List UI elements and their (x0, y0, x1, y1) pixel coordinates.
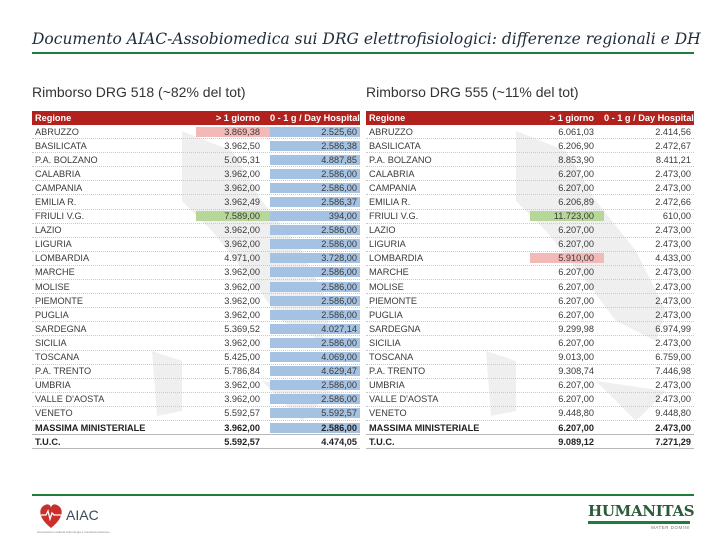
table-row (366, 252, 694, 266)
over-1-day-cell: 3.962,00 (224, 239, 260, 250)
over-1-day-cell: 6.207,00 (558, 168, 594, 179)
region-cell: T.U.C. (369, 436, 395, 447)
over-1-day-cell: 3.962,00 (224, 295, 260, 306)
table-row (32, 379, 360, 393)
day-hospital-cell: 2.472,66 (655, 197, 691, 208)
region-cell: LOMBARDIA (35, 253, 90, 264)
day-hospital-cell: 2.586,00 (270, 310, 360, 320)
over-1-day-cell: 6.207,00 (558, 295, 594, 306)
over-1-day-cell: 6.207,00 (558, 380, 594, 391)
slide-title: Documento AIAC-Assobiomedica sui DRG elettrofisiologici: differenze regionali e DH (32, 30, 701, 48)
over-1-day-cell: 3.869,38 (196, 127, 270, 137)
over-1-day-cell: 6.207,00 (558, 422, 594, 433)
region-cell: PIEMONTE (369, 295, 417, 306)
table-row (366, 195, 694, 209)
table-row (366, 167, 694, 181)
table-row (32, 365, 360, 379)
day-hospital-cell: 2.586,37 (270, 197, 360, 207)
table-row (366, 308, 694, 322)
day-hospital-cell: 2.525,60 (270, 127, 360, 137)
table-row (366, 336, 694, 350)
day-hospital-cell: 5.592,57 (270, 408, 360, 418)
aiac-tagline: Associazione Italiana Aritmologia e Cardiostimolazione (37, 530, 110, 534)
day-hospital-cell: 2.473,00 (655, 337, 691, 348)
region-cell: UMBRIA (369, 380, 405, 391)
table-row (32, 308, 360, 322)
over-1-day-cell: 6.207,00 (558, 309, 594, 320)
table-row (366, 280, 694, 294)
day-hospital-cell: 7.271,29 (655, 436, 691, 447)
day-hospital-cell: 2.586,00 (270, 183, 360, 193)
over-1-day-cell: 6.061,03 (558, 126, 594, 137)
region-cell: MARCHE (35, 267, 75, 278)
region-cell: MASSIMA MINISTERIALE (369, 422, 480, 433)
region-cell: P.A. BOLZANO (369, 154, 432, 165)
region-cell: P.A. BOLZANO (35, 154, 98, 165)
over-1-day-cell: 6.207,00 (558, 239, 594, 250)
day-hospital-cell: 2.586,00 (270, 380, 360, 390)
top-divider (32, 52, 694, 54)
region-cell: SARDEGNA (35, 323, 87, 334)
over-1-day-cell: 9.299,98 (558, 323, 594, 334)
region-cell: CAMPANIA (369, 182, 417, 193)
region-cell: EMILIA R. (35, 197, 77, 208)
day-hospital-cell: 4.474,05 (321, 436, 357, 447)
aiac-logo (36, 498, 126, 536)
table-row (32, 181, 360, 195)
region-cell: VENETO (369, 408, 407, 419)
table-row (366, 139, 694, 153)
table-row (32, 139, 360, 153)
over-1-day-cell: 3.962,00 (224, 380, 260, 391)
table-row (366, 421, 694, 435)
region-cell: MARCHE (369, 267, 409, 278)
over-1-day-cell: 3.962,49 (224, 197, 260, 208)
region-cell: FRIULI V.G. (35, 211, 85, 222)
table-header (32, 111, 360, 125)
over-1-day-cell: 6.207,00 (558, 337, 594, 348)
header-over-1-day: > 1 giorno (549, 113, 594, 123)
day-hospital-cell: 2.586,00 (270, 225, 360, 235)
over-1-day-cell: 3.962,00 (224, 225, 260, 236)
over-1-day-cell: 3.962,00 (224, 337, 260, 348)
table-row (32, 280, 360, 294)
region-cell: MASSIMA MINISTERIALE (35, 422, 146, 433)
day-hospital-cell: 3.728,00 (270, 253, 360, 263)
over-1-day-cell: 3.962,00 (224, 309, 260, 320)
left-subtitle: Rimborso DRG 518 (~82% del tot) (32, 84, 246, 100)
day-hospital-cell: 2.473,00 (655, 281, 691, 292)
day-hospital-cell: 2.473,00 (655, 225, 691, 236)
humanitas-wordmark: HUMANITAS (588, 502, 695, 520)
table-row (366, 125, 694, 139)
day-hospital-cell: 2.473,00 (655, 239, 691, 250)
region-cell: TOSCANA (35, 352, 80, 363)
table-row (366, 224, 694, 238)
over-1-day-cell: 3.962,00 (224, 281, 260, 292)
over-1-day-cell: 7.589,00 (196, 211, 270, 221)
day-hospital-cell: 2.586,00 (270, 239, 360, 249)
region-cell: VENETO (35, 408, 73, 419)
region-cell: LAZIO (35, 225, 62, 236)
over-1-day-cell: 6.207,00 (558, 394, 594, 405)
table-row (366, 181, 694, 195)
region-cell: PIEMONTE (35, 295, 83, 306)
day-hospital-cell: 2.586,00 (270, 394, 360, 404)
region-cell: EMILIA R. (369, 197, 411, 208)
table-row (32, 195, 360, 209)
region-cell: LIGURIA (369, 239, 406, 250)
over-1-day-cell: 9.089,12 (558, 436, 594, 447)
over-1-day-cell: 6.207,00 (558, 225, 594, 236)
over-1-day-cell: 6.207,00 (558, 281, 594, 292)
region-cell: P.A. TRENTO (369, 366, 426, 377)
table-row (366, 435, 694, 449)
aiac-heart-icon (36, 498, 126, 536)
over-1-day-cell: 11.723,00 (530, 211, 604, 221)
header-region: Regione (369, 113, 406, 123)
day-hospital-cell: 2.586,38 (270, 141, 360, 151)
over-1-day-cell: 5.425,00 (224, 352, 260, 363)
over-1-day-cell: 5.005,31 (224, 154, 260, 165)
humanitas-tagline: MATER DOMINI (651, 525, 690, 530)
region-cell: ABRUZZO (369, 126, 413, 137)
day-hospital-cell: 9.448,80 (655, 408, 691, 419)
day-hospital-cell: 4.027,14 (270, 324, 360, 334)
region-cell: LOMBARDIA (369, 253, 424, 264)
region-cell: LAZIO (369, 225, 396, 236)
region-cell: SARDEGNA (369, 323, 421, 334)
over-1-day-cell: 5.786,84 (224, 366, 260, 377)
table-row (366, 238, 694, 252)
region-cell: P.A. TRENTO (35, 366, 92, 377)
table-row (32, 351, 360, 365)
region-cell: MOLISE (369, 281, 404, 292)
over-1-day-cell: 9.308,74 (558, 366, 594, 377)
day-hospital-cell: 394,00 (270, 211, 360, 221)
table-row (32, 435, 360, 449)
region-cell: ABRUZZO (35, 126, 79, 137)
day-hospital-cell: 2.586,00 (270, 282, 360, 292)
region-cell: TOSCANA (369, 352, 414, 363)
table-row (366, 351, 694, 365)
region-cell: T.U.C. (35, 436, 61, 447)
header-region: Regione (35, 113, 72, 123)
table-row (366, 294, 694, 308)
table-row (32, 238, 360, 252)
day-hospital-cell: 2.586,00 (270, 296, 360, 306)
header-over-1-day: > 1 giorno (215, 113, 260, 123)
day-hospital-cell: 2.473,00 (655, 380, 691, 391)
table-row (366, 266, 694, 280)
region-cell: MOLISE (35, 281, 70, 292)
table-row (32, 294, 360, 308)
region-cell: SICILIA (35, 337, 67, 348)
day-hospital-cell: 2.586,00 (270, 169, 360, 179)
table-row (32, 266, 360, 280)
table-row (32, 393, 360, 407)
over-1-day-cell: 6.206,89 (558, 197, 594, 208)
right-subtitle: Rimborso DRG 555 (~11% del tot) (366, 84, 579, 100)
header-day-hospital: 0 - 1 g / Day Hospital (270, 113, 360, 123)
day-hospital-cell: 2.586,00 (270, 338, 360, 348)
humanitas-bar (588, 521, 690, 524)
over-1-day-cell: 6.207,00 (558, 182, 594, 193)
table-row (32, 167, 360, 181)
day-hospital-cell: 4.629,47 (270, 366, 360, 376)
drg-518-table (32, 111, 360, 449)
region-cell: UMBRIA (35, 380, 71, 391)
day-hospital-cell: 4.887,85 (270, 155, 360, 165)
table-row (366, 153, 694, 167)
table-row (366, 379, 694, 393)
over-1-day-cell: 5.592,57 (224, 408, 260, 419)
day-hospital-cell: 2.473,00 (655, 267, 691, 278)
day-hospital-cell: 2.586,00 (270, 423, 360, 433)
region-cell: BASILICATA (35, 140, 87, 151)
table-row (366, 407, 694, 421)
day-hospital-cell: 2.472,67 (655, 140, 691, 151)
aiac-wordmark: AIAC (66, 507, 99, 523)
over-1-day-cell: 6.206,90 (558, 140, 594, 151)
region-cell: PUGLIA (35, 309, 69, 320)
table-row (32, 336, 360, 350)
table-row (32, 322, 360, 336)
over-1-day-cell: 3.962,00 (224, 394, 260, 405)
day-hospital-cell: 610,00 (662, 211, 691, 222)
drg-555-table (366, 111, 694, 449)
table-row (32, 252, 360, 266)
region-cell: VALLE D'AOSTA (369, 394, 439, 405)
region-cell: CALABRIA (369, 168, 415, 179)
day-hospital-cell: 2.473,00 (655, 394, 691, 405)
over-1-day-cell: 3.962,00 (224, 182, 260, 193)
table-row (32, 210, 360, 224)
day-hospital-cell: 2.473,00 (655, 168, 691, 179)
table-header (366, 111, 694, 125)
bottom-divider (32, 494, 694, 496)
region-cell: CALABRIA (35, 168, 81, 179)
over-1-day-cell: 5.592,57 (224, 436, 260, 447)
region-cell: PUGLIA (369, 309, 403, 320)
day-hospital-cell: 4.433,00 (655, 253, 691, 264)
over-1-day-cell: 4.971,00 (224, 253, 260, 264)
region-cell: BASILICATA (369, 140, 421, 151)
day-hospital-cell: 6.759,00 (655, 352, 691, 363)
region-cell: CAMPANIA (35, 182, 83, 193)
over-1-day-cell: 5.910,00 (530, 253, 604, 263)
over-1-day-cell: 3.962,00 (224, 267, 260, 278)
day-hospital-cell: 2.586,00 (270, 267, 360, 277)
day-hospital-cell: 2.473,00 (655, 309, 691, 320)
over-1-day-cell: 6.207,00 (558, 267, 594, 278)
over-1-day-cell: 8.853,90 (558, 154, 594, 165)
day-hospital-cell: 4.069,00 (270, 352, 360, 362)
table-row (32, 421, 360, 435)
over-1-day-cell: 3.962,00 (224, 422, 260, 433)
region-cell: VALLE D'AOSTA (35, 394, 105, 405)
over-1-day-cell: 9.448,80 (558, 408, 594, 419)
table-row (32, 224, 360, 238)
over-1-day-cell: 5.369,52 (224, 323, 260, 334)
header-day-hospital: 0 - 1 g / Day Hospital (604, 113, 694, 123)
over-1-day-cell: 3.962,00 (224, 168, 260, 179)
day-hospital-cell: 2.473,00 (655, 422, 691, 433)
over-1-day-cell: 3.962,50 (224, 140, 260, 151)
table-row (366, 393, 694, 407)
region-cell: LIGURIA (35, 239, 72, 250)
table-row (32, 407, 360, 421)
table-row (32, 153, 360, 167)
day-hospital-cell: 7.446,98 (655, 366, 691, 377)
table-row (366, 365, 694, 379)
day-hospital-cell: 8.411,21 (655, 154, 691, 165)
humanitas-logo (588, 502, 695, 532)
region-cell: SICILIA (369, 337, 401, 348)
day-hospital-cell: 2.473,00 (655, 182, 691, 193)
over-1-day-cell: 9.013,00 (558, 352, 594, 363)
day-hospital-cell: 2.414,56 (655, 126, 691, 137)
region-cell: FRIULI V.G. (369, 211, 419, 222)
table-row (366, 322, 694, 336)
day-hospital-cell: 2.473,00 (655, 295, 691, 306)
day-hospital-cell: 6.974,99 (655, 323, 691, 334)
table-row (366, 210, 694, 224)
table-row (32, 125, 360, 139)
